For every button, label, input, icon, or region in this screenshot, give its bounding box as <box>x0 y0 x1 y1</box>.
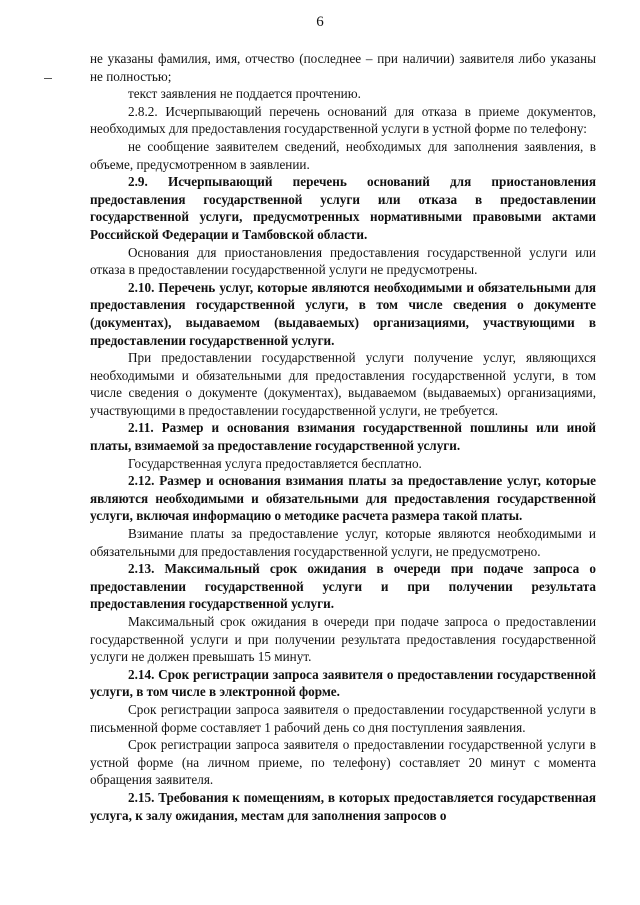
heading-2-13: 2.13. Максимальный срок ожидания в очереди при подаче запроса о предоставлении государственной услуги и при получении результата предоставления государственной услуги. <box>90 561 596 612</box>
paragraph-16: Срок регистрации запроса заявителя о предоставлении государственной услуги в письменной форме составляет 1 рабочий день со дня поступления заявления. <box>90 701 596 735</box>
paragraph-2: текст заявления не поддается прочтению. <box>128 86 361 102</box>
paragraph-10: Государственная услуга предоставляется бесплатно. <box>128 455 422 471</box>
paragraph-3: 2.8.2. Исчерпывающий перечень оснований для отказа в приеме документов, необходимых для предоставления государственной услуги в устной форме по телефону: <box>90 103 596 137</box>
heading-2-12: 2.12. Размер и основания взимания платы за предоставление услуг, которые являются необходимыми и обязательными для предоставления государственной услуги, включая информацию о методике расчета размера такой платы. <box>90 473 596 524</box>
paragraph-17: Срок регистрации запроса заявителя о предоставлении государственной услуги в устной форме (на личном приеме, по телефону) составляет 20 минут с момента обращения заявителя. <box>90 737 596 788</box>
heading-2-14: 2.14. Срок регистрации запроса заявителя о предоставлении государственной услуги, в том числе в электронной форме. <box>90 666 596 700</box>
paragraph-6: Основания для приостановления предоставления государственной услуги или отказа в предоставлении государственной услуги не предусмотрены. <box>90 244 596 278</box>
heading-2-9: 2.9. Исчерпывающий перечень оснований для приостановления предоставления государственной услуги или отказа в предоставлении государственной услуги, предусмотренных нормативными правовыми актами Российской Федерации и Тамбовской области. <box>90 174 596 242</box>
heading-2-10: 2.10. Перечень услуг, которые являются необходимыми и обязательными для предоставления государственной услуги, в том числе сведения о документе (документах), выдаваемом (выдаваемых) организациями, участвующими в предоставлении государственной услуги. <box>90 279 596 348</box>
paragraph-4: не сообщение заявителем сведений, необходимых для заполнения заявления, в объеме, предусмотренном в заявлении. <box>90 138 596 172</box>
margin-mark <box>44 78 52 79</box>
paragraph-14: Максимальный срок ожидания в очереди при подаче запроса о предоставлении государственной услуги и при получении результата предоставления государственной услуги не должен превышать 15 минут. <box>90 614 596 665</box>
paragraph-8: При предоставлении государственной услуги получение услуг, являющихся необходимыми и обязательными для предоставления государственной услуги, в том числе сведения о документе (документах), выдаваемом (выдаваемых) организациями, участвующими в предоставлении государственной услуги, не требуется. <box>90 350 596 418</box>
paragraph-12: Взимание платы за предоставление услуг, которые являются необходимыми и обязательными для предоставления государственной услуги, не предусмотрено. <box>90 526 596 559</box>
heading-2-11: 2.11. Размер и основания взимания государственной пошлины или иной платы, взимаемой за предоставление государственной услуги. <box>90 420 596 454</box>
paragraph-1: не указаны фамилия, имя, отчество (последнее – при наличии) заявителя либо указаны не полностью; <box>90 51 596 84</box>
page-number: 6 <box>316 14 324 30</box>
heading-2-15: 2.15. Требования к помещениям, в которых предоставляется государственная услуга, к залу ожидания, местам для заполнения запросов о <box>90 789 596 823</box>
document-body <box>90 50 596 824</box>
